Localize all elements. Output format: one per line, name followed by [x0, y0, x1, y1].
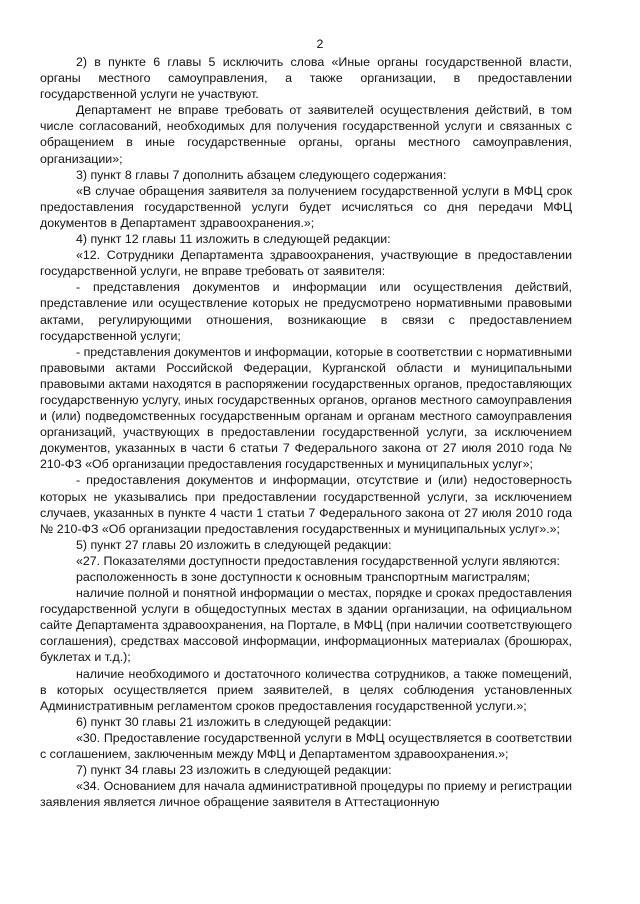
paragraph-item-6: 6) пункт 30 главы 21 изложить в следующей редакции:: [76, 714, 392, 729]
page-number: 2: [316, 37, 324, 51]
paragraph-location: расположенность в зоне доступности к основным транспортным магистралям;: [76, 570, 531, 584]
paragraph-bullet-2: - представления документов и информации, которые в соответствии с нормативными правовыми актами Российской Федерации, Курганской области и муниципальными правовыми актами находятся в распоряжении государственных органов, предоставляющих государственную услугу, иных государственных органов, органов местного самоуправления и (или) подведомственных государственным органам и органам местного самоуправления организаций, участвующих в предоставлении государственной услуги, за исключением документов, указанных в части 6 статьи 7 Федерального закона от 27 июля 2010 года № 210-ФЗ «Об организации предоставления государственных и муниципальных услуг»;: [40, 344, 572, 472]
paragraph-clause-30: «30. Предоставление государственной услуги в МФЦ осуществляется в соответствии с соглашением, заключенным между МФЦ и Департаментом здравоохранения.»;: [40, 730, 572, 762]
paragraph-clause-27: «27. Показателями доступности предоставления государственной услуги являются:: [76, 553, 560, 568]
paragraph-item-3: 3) пункт 8 главы 7 дополнить абзацем следующего содержания:: [76, 167, 447, 182]
paragraph-item-4: 4) пункт 12 главы 11 изложить в следующей редакции:: [76, 232, 391, 247]
paragraph-clause-12: «12. Сотрудники Департамента здравоохранения, участвующие в предоставлении государственной услуги, не вправе требовать от заявителя:: [40, 248, 572, 279]
paragraph-staff: наличие необходимого и достаточного количества сотрудников, а также помещений, в которых осуществляется прием заявителей, в целях соблюдения установленных Административным регламентом сроков предоставления государственной услуги.»;: [40, 666, 572, 713]
paragraph-bullet-3: - предоставления документов и информации, отсутствие и (или) недостоверность которых не указывались при предоставлении государственной услуги, за исключением случаев, указанных в пункте 4 части 1 статьи 7 Федерального закона от 27 июля 2010 года № 210-ФЗ «Об организации предоставления государственных и муниципальных услуг».»;: [40, 473, 572, 536]
paragraph-department-requirements: Департамент не вправе требовать от заявителей осуществления действий, в том числе согласований, необходимых для получения государственной услуги и связанных с обращением в иные государственные органы, органы местного самоуправления, организации»;: [40, 103, 572, 166]
paragraph-item-2: 2) в пункте 6 главы 5 исключить слова «Иные органы государственной власти, органы местного самоуправления, а также организации, в предоставлении государственной услуги не участвуют.: [40, 55, 572, 102]
document-body: [40, 54, 572, 810]
paragraph-information: наличие полной и понятной информации о местах, порядке и сроках предоставления государственной услуги в общедоступных местах в здании организации, на официальном сайте Департамента здравоохранения, на Портале, в МФЦ (при наличии соответствующего соглашения), средствах массовой информации, информационных материалах (брошюрах, буклетах и т.д.);: [40, 586, 572, 665]
paragraph-mfc-term: «В случае обращения заявителя за получением государственной услуги в МФЦ срок предоставления государственной услуги будет исчисляться со дня передачи МФЦ документов в Департамент здравоохранения.»;: [40, 183, 572, 230]
paragraph-bullet-1: - представления документов и информации или осуществления действий, представление или осуществление которых не предусмотрено нормативными правовыми актами, регулирующими отношения, возникающие в связи с предоставлением государственной услуги;: [40, 280, 572, 343]
paragraph-clause-34: «34. Основанием для начала административной процедуры по приему и регистрации заявления является личное обращение заявителя в Аттестационную: [40, 779, 572, 810]
paragraph-item-7: 7) пункт 34 главы 23 изложить в следующей редакции:: [76, 763, 392, 778]
paragraph-item-5: 5) пункт 27 главы 20 изложить в следующей редакции:: [76, 537, 392, 552]
